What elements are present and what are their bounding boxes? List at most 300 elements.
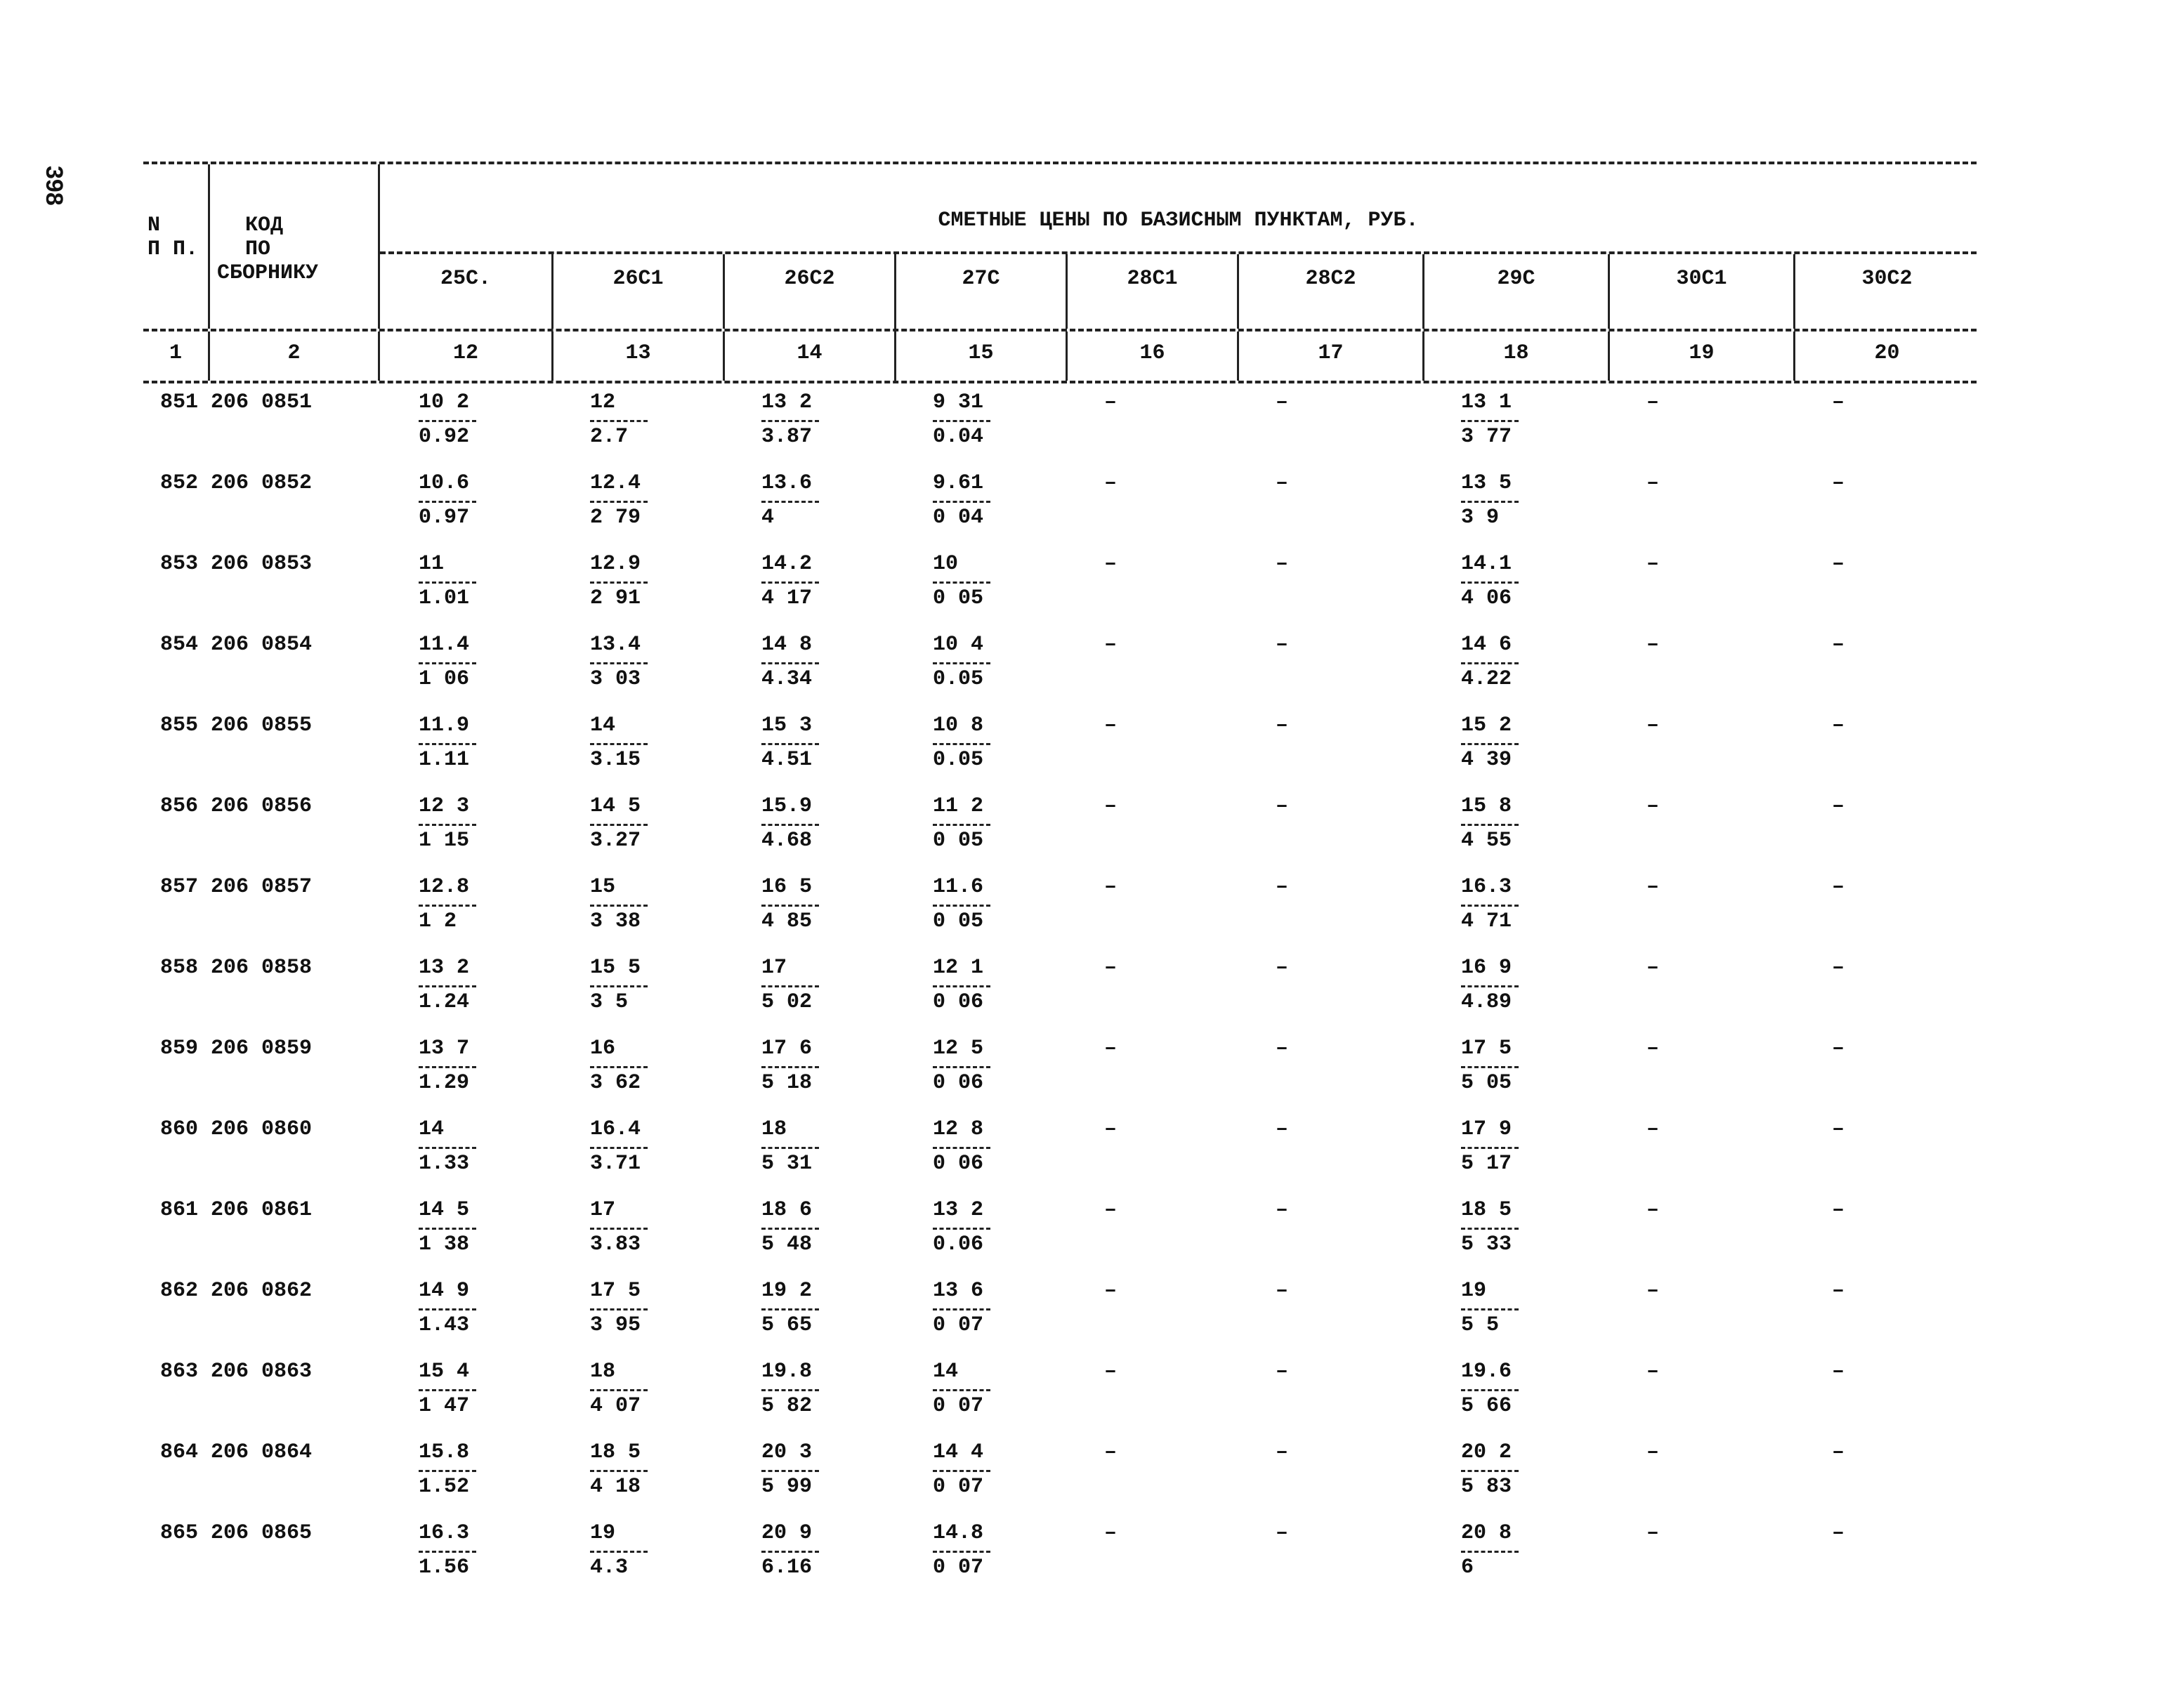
no-data-dash-c19: – — [1646, 1037, 1660, 1060]
fraction-bar — [933, 1147, 990, 1149]
price-value: 13 5 — [1461, 471, 1512, 495]
fraction-bar — [590, 662, 648, 664]
transport-value: 3.83 — [590, 1233, 641, 1256]
price-value: 17 — [590, 1198, 616, 1222]
table-row — [143, 383, 1977, 464]
no-data-dash-c20: – — [1832, 1521, 1845, 1545]
price-cell-c12 — [378, 383, 549, 464]
no-data-dash-c19: – — [1646, 1198, 1660, 1222]
no-data-dash-c20: – — [1832, 1360, 1845, 1384]
price-value: 19 2 — [761, 1279, 813, 1303]
row-id: 854 206 0854 — [160, 633, 313, 657]
fraction-bar — [419, 743, 476, 745]
transport-value: 2.7 — [590, 425, 629, 449]
price-cell-c18 — [1420, 707, 1606, 787]
header-26c1: 26С1 — [551, 254, 723, 329]
no-data-dash-c20: – — [1832, 1117, 1845, 1141]
price-cell-c18 — [1420, 1514, 1606, 1595]
price-value: 18 5 — [1461, 1198, 1512, 1222]
fraction-bar — [419, 582, 476, 584]
transport-value: 0 05 — [933, 909, 984, 933]
price-value: 15.8 — [419, 1440, 470, 1464]
price-value: 19 — [590, 1521, 616, 1545]
price-cell-c14 — [721, 1514, 892, 1595]
fraction-bar — [1461, 985, 1519, 987]
transport-value: 5 17 — [1461, 1152, 1512, 1176]
price-value: 10 8 — [933, 714, 984, 737]
price-cell-c13 — [549, 383, 721, 464]
fraction-bar — [1461, 1389, 1519, 1391]
header-29c: 29С — [1422, 254, 1608, 329]
transport-value: 3 95 — [590, 1313, 641, 1337]
price-cell-c15 — [892, 1110, 1063, 1191]
price-cell-c18 — [1420, 949, 1606, 1030]
fraction-bar — [590, 501, 648, 503]
fraction-bar — [933, 743, 990, 745]
price-cell-c14 — [721, 868, 892, 949]
price-cell-c13 — [549, 545, 721, 626]
no-data-dash-c16: – — [1104, 1521, 1118, 1545]
price-value: 12 — [590, 390, 616, 414]
fraction-bar — [419, 420, 476, 422]
no-data-dash-c16: – — [1104, 633, 1118, 657]
price-value: 15 5 — [590, 956, 641, 980]
fraction-bar — [933, 1470, 990, 1472]
transport-value: 4 06 — [1461, 586, 1512, 610]
fraction-bar — [419, 824, 476, 826]
price-value: 14 — [419, 1117, 445, 1141]
fraction-bar — [933, 1551, 990, 1553]
colnum-price-group — [378, 331, 1977, 381]
price-column-headers — [380, 254, 1977, 329]
price-cell-c13 — [549, 626, 721, 707]
price-value: 16 9 — [1461, 956, 1512, 980]
price-cell-c12 — [378, 949, 549, 1030]
transport-value: 0 06 — [933, 1152, 984, 1176]
transport-value: 5 48 — [761, 1233, 813, 1256]
transport-value: 4.3 — [590, 1556, 629, 1579]
no-data-dash-c20: – — [1832, 956, 1845, 980]
price-cell-c14 — [721, 1272, 892, 1353]
price-cell-c15 — [892, 949, 1063, 1030]
transport-value: 1 15 — [419, 829, 470, 853]
no-data-dash-c19: – — [1646, 1360, 1660, 1384]
fraction-bar — [590, 582, 648, 584]
colnum-20: 20 — [1793, 331, 1979, 381]
transport-value: 1.24 — [419, 990, 470, 1014]
price-value: 12 1 — [933, 956, 984, 980]
price-cell-c13 — [549, 1514, 721, 1595]
fraction-bar — [590, 905, 648, 907]
table-row — [143, 1433, 1977, 1514]
price-value: 15 — [590, 875, 616, 899]
transport-value: 0 05 — [933, 829, 984, 853]
price-value: 13 2 — [933, 1198, 984, 1222]
price-cell-c14 — [721, 1353, 892, 1433]
fraction-bar — [590, 1551, 648, 1553]
transport-value: 2 79 — [590, 506, 641, 530]
price-cell-c12 — [378, 1433, 549, 1514]
no-data-dash-c20: – — [1832, 471, 1845, 495]
fraction-bar — [933, 905, 990, 907]
price-value: 20 9 — [761, 1521, 813, 1545]
price-cell-c18 — [1420, 626, 1606, 707]
table-row — [143, 1030, 1977, 1110]
no-data-dash-c20: – — [1832, 633, 1845, 657]
fraction-bar — [419, 1470, 476, 1472]
row-id: 862 206 0862 — [160, 1279, 313, 1303]
no-data-dash-c20: – — [1832, 794, 1845, 818]
fraction-bar — [761, 985, 819, 987]
price-value: 14 — [590, 714, 616, 737]
fraction-bar — [419, 905, 476, 907]
price-cell-c15 — [892, 383, 1063, 464]
transport-value: 5 05 — [1461, 1071, 1512, 1095]
transport-value: 4 07 — [590, 1394, 641, 1418]
transport-value: 1.11 — [419, 748, 470, 772]
fraction-bar — [761, 824, 819, 826]
price-cell-c13 — [549, 1110, 721, 1191]
fraction-bar — [933, 1308, 990, 1310]
price-value: 11.6 — [933, 875, 984, 899]
no-data-dash-c16: – — [1104, 1037, 1118, 1060]
price-cell-c13 — [549, 707, 721, 787]
colnum-13: 13 — [551, 331, 723, 381]
transport-value: 3 03 — [590, 667, 641, 691]
price-cell-c15 — [892, 1353, 1063, 1433]
no-data-dash-c19: – — [1646, 1521, 1660, 1545]
price-cell-c14 — [721, 626, 892, 707]
transport-value: 3 62 — [590, 1071, 641, 1095]
price-value: 10 — [933, 552, 959, 576]
price-cell-c12 — [378, 707, 549, 787]
header-po-label: ПО — [245, 237, 271, 261]
no-data-dash-c17: – — [1276, 1117, 1289, 1141]
fraction-bar — [590, 1470, 648, 1472]
colnum-17: 17 — [1237, 331, 1422, 381]
colnum-14: 14 — [723, 331, 894, 381]
fraction-bar — [761, 1066, 819, 1068]
no-data-dash-c17: – — [1276, 552, 1289, 576]
fraction-bar — [1461, 662, 1519, 664]
transport-value: 5 18 — [761, 1071, 813, 1095]
price-value: 15.9 — [761, 794, 813, 818]
fraction-bar — [761, 662, 819, 664]
transport-value: 0 06 — [933, 990, 984, 1014]
transport-value: 3 77 — [1461, 425, 1512, 449]
price-cell-c15 — [892, 545, 1063, 626]
fraction-bar — [761, 1147, 819, 1149]
colnum-16: 16 — [1066, 331, 1237, 381]
no-data-dash-c19: – — [1646, 875, 1660, 899]
transport-value: 5 02 — [761, 990, 813, 1014]
price-cell-c18 — [1420, 1030, 1606, 1110]
no-data-dash-c17: – — [1276, 471, 1289, 495]
price-value: 16.4 — [590, 1117, 641, 1141]
price-value: 16.3 — [1461, 875, 1512, 899]
price-cell-c13 — [549, 464, 721, 545]
transport-value: 0 07 — [933, 1394, 984, 1418]
header-col-number — [143, 164, 208, 329]
price-cell-c15 — [892, 707, 1063, 787]
no-data-dash-c19: – — [1646, 390, 1660, 414]
no-data-dash-c17: – — [1276, 1279, 1289, 1303]
fraction-bar — [590, 1147, 648, 1149]
row-id: 860 206 0860 — [160, 1117, 313, 1141]
table-row — [143, 949, 1977, 1030]
transport-value: 3 38 — [590, 909, 641, 933]
transport-value: 6.16 — [761, 1556, 813, 1579]
table-row — [143, 707, 1977, 787]
fraction-bar — [419, 1066, 476, 1068]
transport-value: 3.15 — [590, 748, 641, 772]
table-row — [143, 868, 1977, 949]
no-data-dash-c17: – — [1276, 1037, 1289, 1060]
price-cell-c12 — [378, 545, 549, 626]
fraction-bar — [419, 985, 476, 987]
price-value: 9 31 — [933, 390, 984, 414]
price-value: 18 — [590, 1360, 616, 1384]
fraction-bar — [1461, 1147, 1519, 1149]
transport-value: 0.05 — [933, 667, 984, 691]
fraction-bar — [590, 743, 648, 745]
no-data-dash-c20: – — [1832, 1440, 1845, 1464]
price-value: 11 — [419, 552, 445, 576]
price-cell-c14 — [721, 383, 892, 464]
no-data-dash-c16: – — [1104, 471, 1118, 495]
price-cell-c13 — [549, 1433, 721, 1514]
price-cell-c13 — [549, 868, 721, 949]
price-cell-c15 — [892, 868, 1063, 949]
no-data-dash-c17: – — [1276, 1360, 1289, 1384]
row-id: 858 206 0858 — [160, 956, 313, 980]
price-value: 17 5 — [590, 1279, 641, 1303]
transport-value: 1 06 — [419, 667, 470, 691]
price-cell-c18 — [1420, 868, 1606, 949]
transport-value: 0.04 — [933, 425, 984, 449]
price-cell-c14 — [721, 787, 892, 868]
price-cell-c14 — [721, 1030, 892, 1110]
fraction-bar — [761, 1308, 819, 1310]
price-value: 19.8 — [761, 1360, 813, 1384]
price-value: 19.6 — [1461, 1360, 1512, 1384]
price-value: 18 — [761, 1117, 787, 1141]
price-cell-c15 — [892, 787, 1063, 868]
transport-value: 1 47 — [419, 1394, 470, 1418]
price-cell-c18 — [1420, 1272, 1606, 1353]
price-cell-c18 — [1420, 383, 1606, 464]
fraction-bar — [590, 420, 648, 422]
column-number-row — [143, 331, 1977, 381]
transport-value: 5 65 — [761, 1313, 813, 1337]
fraction-bar — [1461, 420, 1519, 422]
fraction-bar — [761, 582, 819, 584]
no-data-dash-c19: – — [1646, 1279, 1660, 1303]
fraction-bar — [761, 420, 819, 422]
fraction-bar — [1461, 905, 1519, 907]
header-28c1: 28С1 — [1066, 254, 1237, 329]
fraction-bar — [1461, 1470, 1519, 1472]
header-28c2: 28С2 — [1237, 254, 1422, 329]
fraction-bar — [933, 662, 990, 664]
row-id: 856 206 0856 — [160, 794, 313, 818]
row-id: 857 206 0857 — [160, 875, 313, 899]
transport-value: 2 91 — [590, 586, 641, 610]
price-value: 12.8 — [419, 875, 470, 899]
transport-value: 3.27 — [590, 829, 641, 853]
transport-value: 4 71 — [1461, 909, 1512, 933]
price-cell-c12 — [378, 1272, 549, 1353]
price-value: 20 3 — [761, 1440, 813, 1464]
table-row — [143, 545, 1977, 626]
header-30c1: 30С1 — [1608, 254, 1793, 329]
price-value: 14 4 — [933, 1440, 984, 1464]
transport-value: 0 07 — [933, 1313, 984, 1337]
price-cell-c12 — [378, 1514, 549, 1595]
price-value: 15 3 — [761, 714, 813, 737]
no-data-dash-c17: – — [1276, 956, 1289, 980]
price-cell-c13 — [549, 787, 721, 868]
group-title: СМЕТНЫЕ ЦЕНЫ ПО БАЗИСНЫМ ПУНКТАМ, РУБ. — [938, 209, 1419, 232]
price-cell-c15 — [892, 626, 1063, 707]
price-cell-c15 — [892, 1030, 1063, 1110]
fraction-bar — [933, 501, 990, 503]
no-data-dash-c20: – — [1832, 1279, 1845, 1303]
no-data-dash-c20: – — [1832, 1037, 1845, 1060]
transport-value: 5 99 — [761, 1475, 813, 1499]
transport-value: 5 83 — [1461, 1475, 1512, 1499]
header-pp-label: П П. — [148, 237, 199, 261]
colnum-12: 12 — [452, 341, 478, 365]
no-data-dash-c19: – — [1646, 714, 1660, 737]
fraction-bar — [590, 1066, 648, 1068]
header-30c2: 30С2 — [1793, 254, 1979, 329]
transport-value: 0 07 — [933, 1475, 984, 1499]
transport-value: 1.43 — [419, 1313, 470, 1337]
price-cell-c18 — [1420, 787, 1606, 868]
no-data-dash-c17: – — [1276, 714, 1289, 737]
price-value: 13 7 — [419, 1037, 470, 1060]
fraction-bar — [1461, 501, 1519, 503]
transport-value: 5 66 — [1461, 1394, 1512, 1418]
fraction-bar — [761, 1228, 819, 1230]
price-value: 13 6 — [933, 1279, 984, 1303]
transport-value: 4 55 — [1461, 829, 1512, 853]
price-cell-c18 — [1420, 545, 1606, 626]
colnum-18: 18 — [1422, 331, 1608, 381]
no-data-dash-c19: – — [1646, 1440, 1660, 1464]
price-cell-c12 — [378, 1030, 549, 1110]
no-data-dash-c17: – — [1276, 1440, 1289, 1464]
price-cell-c12 — [378, 787, 549, 868]
price-value: 17 9 — [1461, 1117, 1512, 1141]
no-data-dash-c19: – — [1646, 794, 1660, 818]
transport-value: 1 38 — [419, 1233, 470, 1256]
row-id: 852 206 0852 — [160, 471, 313, 495]
price-value: 14 5 — [590, 794, 641, 818]
transport-value: 3.87 — [761, 425, 813, 449]
fraction-bar — [933, 582, 990, 584]
price-value: 17 — [761, 956, 787, 980]
fraction-bar — [590, 985, 648, 987]
fraction-bar — [590, 824, 648, 826]
fraction-bar — [1461, 1066, 1519, 1068]
price-cell-c15 — [892, 464, 1063, 545]
fraction-bar — [933, 1389, 990, 1391]
header-27c: 27С — [894, 254, 1066, 329]
price-value: 20 8 — [1461, 1521, 1512, 1545]
table-row — [143, 464, 1977, 545]
price-cell-c12 — [378, 868, 549, 949]
transport-value: 4 18 — [590, 1475, 641, 1499]
fraction-bar — [761, 1470, 819, 1472]
transport-value: 4 — [761, 506, 775, 530]
header-26c2: 26С2 — [723, 254, 894, 329]
fraction-bar — [761, 743, 819, 745]
transport-value: 1.33 — [419, 1152, 470, 1176]
price-value: 12 5 — [933, 1037, 984, 1060]
price-value: 14.8 — [933, 1521, 984, 1545]
price-value: 20 2 — [1461, 1440, 1512, 1464]
price-cell-c13 — [549, 1030, 721, 1110]
row-id: 863 206 0863 — [160, 1360, 313, 1384]
price-value: 10.6 — [419, 471, 470, 495]
colnum-2: 2 — [208, 331, 378, 381]
colnum-15: 15 — [894, 331, 1066, 381]
price-cell-c12 — [378, 1110, 549, 1191]
transport-value: 5 82 — [761, 1394, 813, 1418]
price-value: 15 8 — [1461, 794, 1512, 818]
price-value: 19 — [1461, 1279, 1487, 1303]
fraction-bar — [590, 1228, 648, 1230]
transport-value: 4 17 — [761, 586, 813, 610]
table-row — [143, 1353, 1977, 1433]
no-data-dash-c16: – — [1104, 1440, 1118, 1464]
table-header — [143, 164, 1977, 329]
price-cell-c12 — [378, 464, 549, 545]
fraction-bar — [419, 1228, 476, 1230]
transport-value: 3 9 — [1461, 506, 1500, 530]
header-25c: 25С. — [440, 267, 491, 291]
fraction-bar — [761, 1389, 819, 1391]
row-id: 865 206 0865 — [160, 1521, 313, 1545]
colnum-1: 1 — [169, 341, 182, 365]
row-id: 859 206 0859 — [160, 1037, 313, 1060]
fraction-bar — [761, 501, 819, 503]
header-col-code — [208, 164, 378, 329]
price-cell-c18 — [1420, 464, 1606, 545]
table-row — [143, 1110, 1977, 1191]
transport-value: 1.29 — [419, 1071, 470, 1095]
table-body — [143, 383, 1977, 1595]
price-cell-c18 — [1420, 1433, 1606, 1514]
price-cell-c14 — [721, 1191, 892, 1272]
no-data-dash-c20: – — [1832, 390, 1845, 414]
price-value: 14.1 — [1461, 552, 1512, 576]
price-table — [143, 162, 1977, 1595]
fraction-bar — [1461, 582, 1519, 584]
transport-value: 0 05 — [933, 586, 984, 610]
transport-value: 5 33 — [1461, 1233, 1512, 1256]
price-value: 16 5 — [761, 875, 813, 899]
price-value: 14 9 — [419, 1279, 470, 1303]
price-cell-c18 — [1420, 1353, 1606, 1433]
fraction-bar — [1461, 1308, 1519, 1310]
no-data-dash-c19: – — [1646, 633, 1660, 657]
fraction-bar — [419, 501, 476, 503]
fraction-bar — [933, 1228, 990, 1230]
transport-value: 4.22 — [1461, 667, 1512, 691]
